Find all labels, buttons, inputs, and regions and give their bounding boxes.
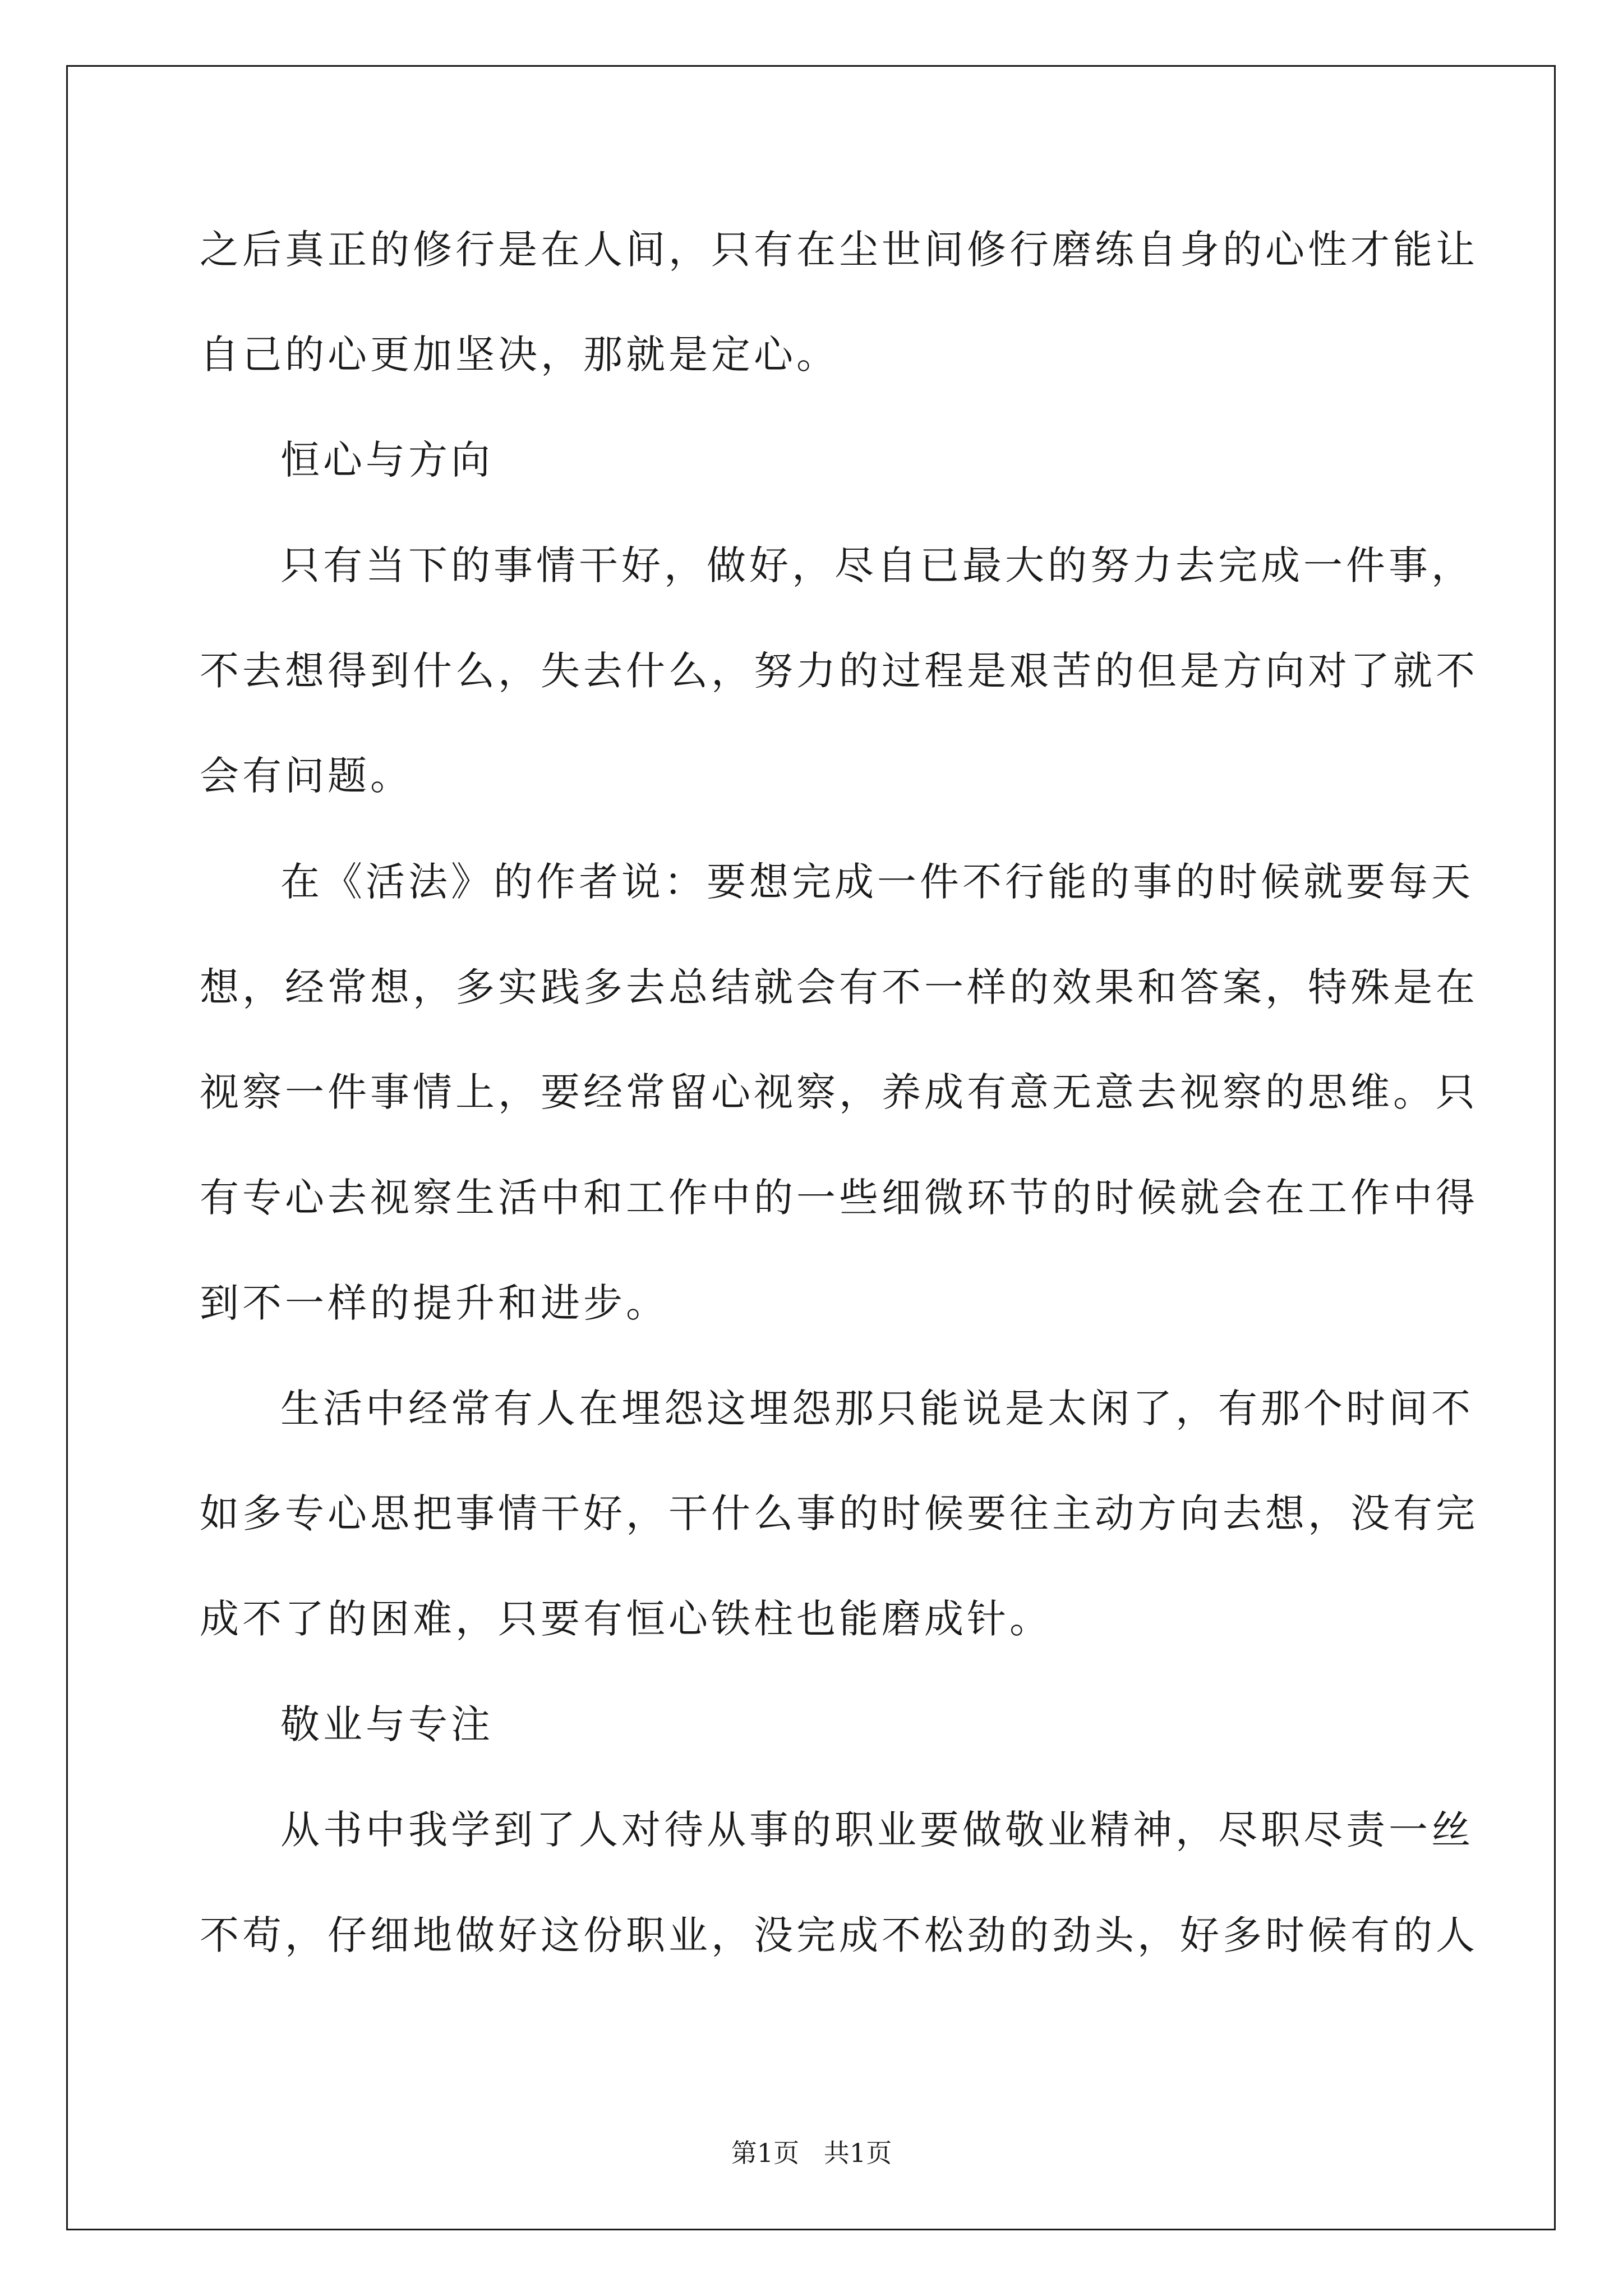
paragraph-first-line: 在《活法》的作者说：要想完成一件不行能的事的时候就要每天: [280, 859, 1474, 905]
text-line: 会有问题。: [200, 753, 413, 799]
section-heading: 敬业与专注: [280, 1701, 494, 1747]
paragraph-first-line: 从书中我学到了人对待从事的职业要做敬业精神，尽职尽责一丝: [280, 1807, 1474, 1853]
text-line: 自己的心更加坚决，那就是定心。: [200, 332, 839, 378]
paragraph-first-line: 生活中经常有人在埋怨这埋怨那只能说是太闲了，有那个时间不: [280, 1386, 1474, 1432]
text-line: 如多专心思把事情干好，干什么事的时候要往主动方向去想，没有完: [200, 1490, 1478, 1536]
text-line: 成不了的困难，只要有恒心铁柱也能磨成针。: [200, 1596, 1052, 1642]
text-line: 有专心去视察生活中和工作中的一些细微环节的时候就会在工作中得: [200, 1175, 1478, 1221]
text-line: 到不一样的提升和进步。: [200, 1280, 668, 1326]
paragraph-first-line: 只有当下的事情干好，做好，尽自已最大的努力去完成一件事，: [280, 542, 1474, 588]
text-line: 之后真正的修行是在人间，只有在尘世间修行磨练自身的心性才能让: [200, 227, 1478, 273]
page-number-footer: 第1页 共1页: [731, 2138, 892, 2168]
text-line: 视察一件事情上，要经常留心视察，养成有意无意去视察的思维。只: [200, 1069, 1478, 1115]
page-border: [66, 65, 1556, 2230]
text-line: 想，经常想，多实践多去总结就会有不一样的效果和答案，特殊是在: [200, 964, 1478, 1010]
text-line: 不苟，仔细地做好这份职业，没完成不松劲的劲头，好多时候有的人: [200, 1912, 1478, 1958]
section-heading: 恒心与方向: [280, 437, 494, 483]
text-line: 不去想得到什么，失去什么，努力的过程是艰苦的但是方向对了就不: [200, 648, 1478, 694]
